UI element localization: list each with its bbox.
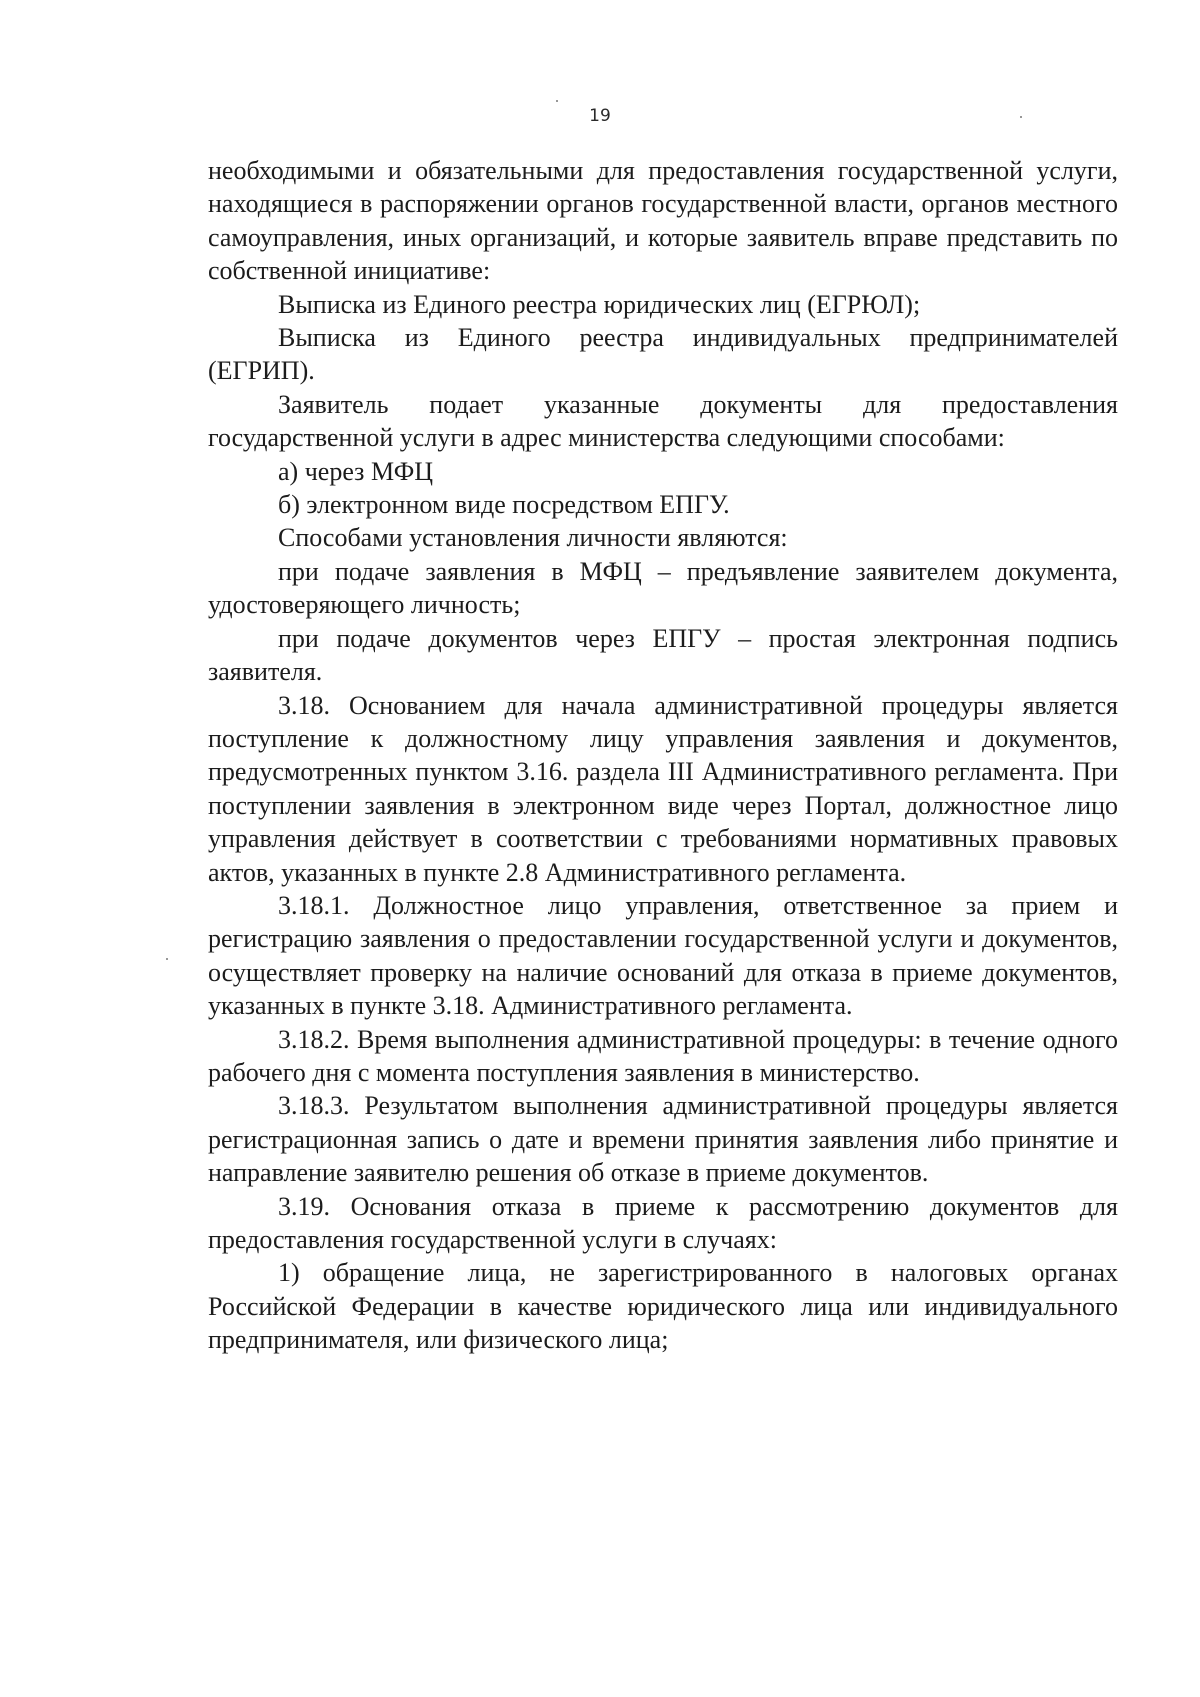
paragraph-egrul-extract: Выписка из Единого реестра юридических лиц (ЕГРЮЛ); (278, 289, 921, 319)
list-item-epgu: б) электронном виде посредством ЕПГУ. (278, 490, 730, 520)
paragraph-identity-methods: Способами установления личности являются: (278, 523, 788, 553)
paragraph-submission-methods: Заявитель подает указанные документы для предоставления государственной услуги в адрес министерства следующими способами: (208, 389, 1118, 453)
paragraph-egrip-extract: Выписка из Единого реестра индивидуальных предпринимателей (ЕГРИП). (208, 323, 1118, 386)
list-item-mfc: а) через МФЦ (278, 456, 434, 486)
clause-3-19-item-1: 1) обращение лица, не зарегистрированного в налоговых органах Российской Федерации в качестве юридического лица или индивидуального предпринимателя, или физического лица; (208, 1258, 1118, 1355)
page-number: 19 (589, 106, 611, 126)
paragraph-identity-epgu: при подаче документов через ЕПГУ – простая электронная подпись заявителя. (208, 623, 1118, 687)
clause-3-18-2: 3.18.2. Время выполнения административной процедуры: в течение одного рабочего дня с момента поступления заявления в министерство. (208, 1024, 1118, 1087)
clause-3-18-1: 3.18.1. Должностное лицо управления, ответственное за прием и регистрацию заявления о предоставлении государственной услуги и документов, осуществляет проверку на наличие оснований для отказа в приеме документов, указанных в пункте 3.18. Административного регламента. (208, 890, 1118, 1021)
clause-3-18-3: 3.18.3. Результатом выполнения административной процедуры является регистрационная запись о дате и времени принятия заявления либо принятие и направление заявителю решения об отказе в приеме документов. (208, 1091, 1118, 1188)
document-body (208, 154, 1118, 1357)
clause-3-19: 3.19. Основания отказа в приеме к рассмотрению документов для предоставления государственной услуги в случаях: (208, 1191, 1118, 1254)
paragraph-continuation: необходимыми и обязательными для предоставления государственной услуги, находящиеся в распоряжении органов государственной власти, органов местного самоуправления, иных организаций, и которые заявитель вправе представить по собственной инициативе: (208, 156, 1118, 286)
scan-speck (1020, 116, 1022, 118)
paragraph-identity-mfc: при подаче заявления в МФЦ – предъявление заявителем документа, удостоверяющего личность; (208, 556, 1118, 620)
clause-3-18: 3.18. Основанием для начала административной процедуры является поступление к должностному лицу управления заявления и документов, предусмотренных пунктом 3.16. раздела III Административного регламента. При поступлении заявления в электронном виде через Портал, должностное лицо управления действует в соответствии с требованиями нормативных правовых актов, указанных в пункте 2.8 Административного регламента. (208, 690, 1118, 887)
scan-speck (556, 100, 558, 102)
scan-speck (166, 958, 168, 960)
